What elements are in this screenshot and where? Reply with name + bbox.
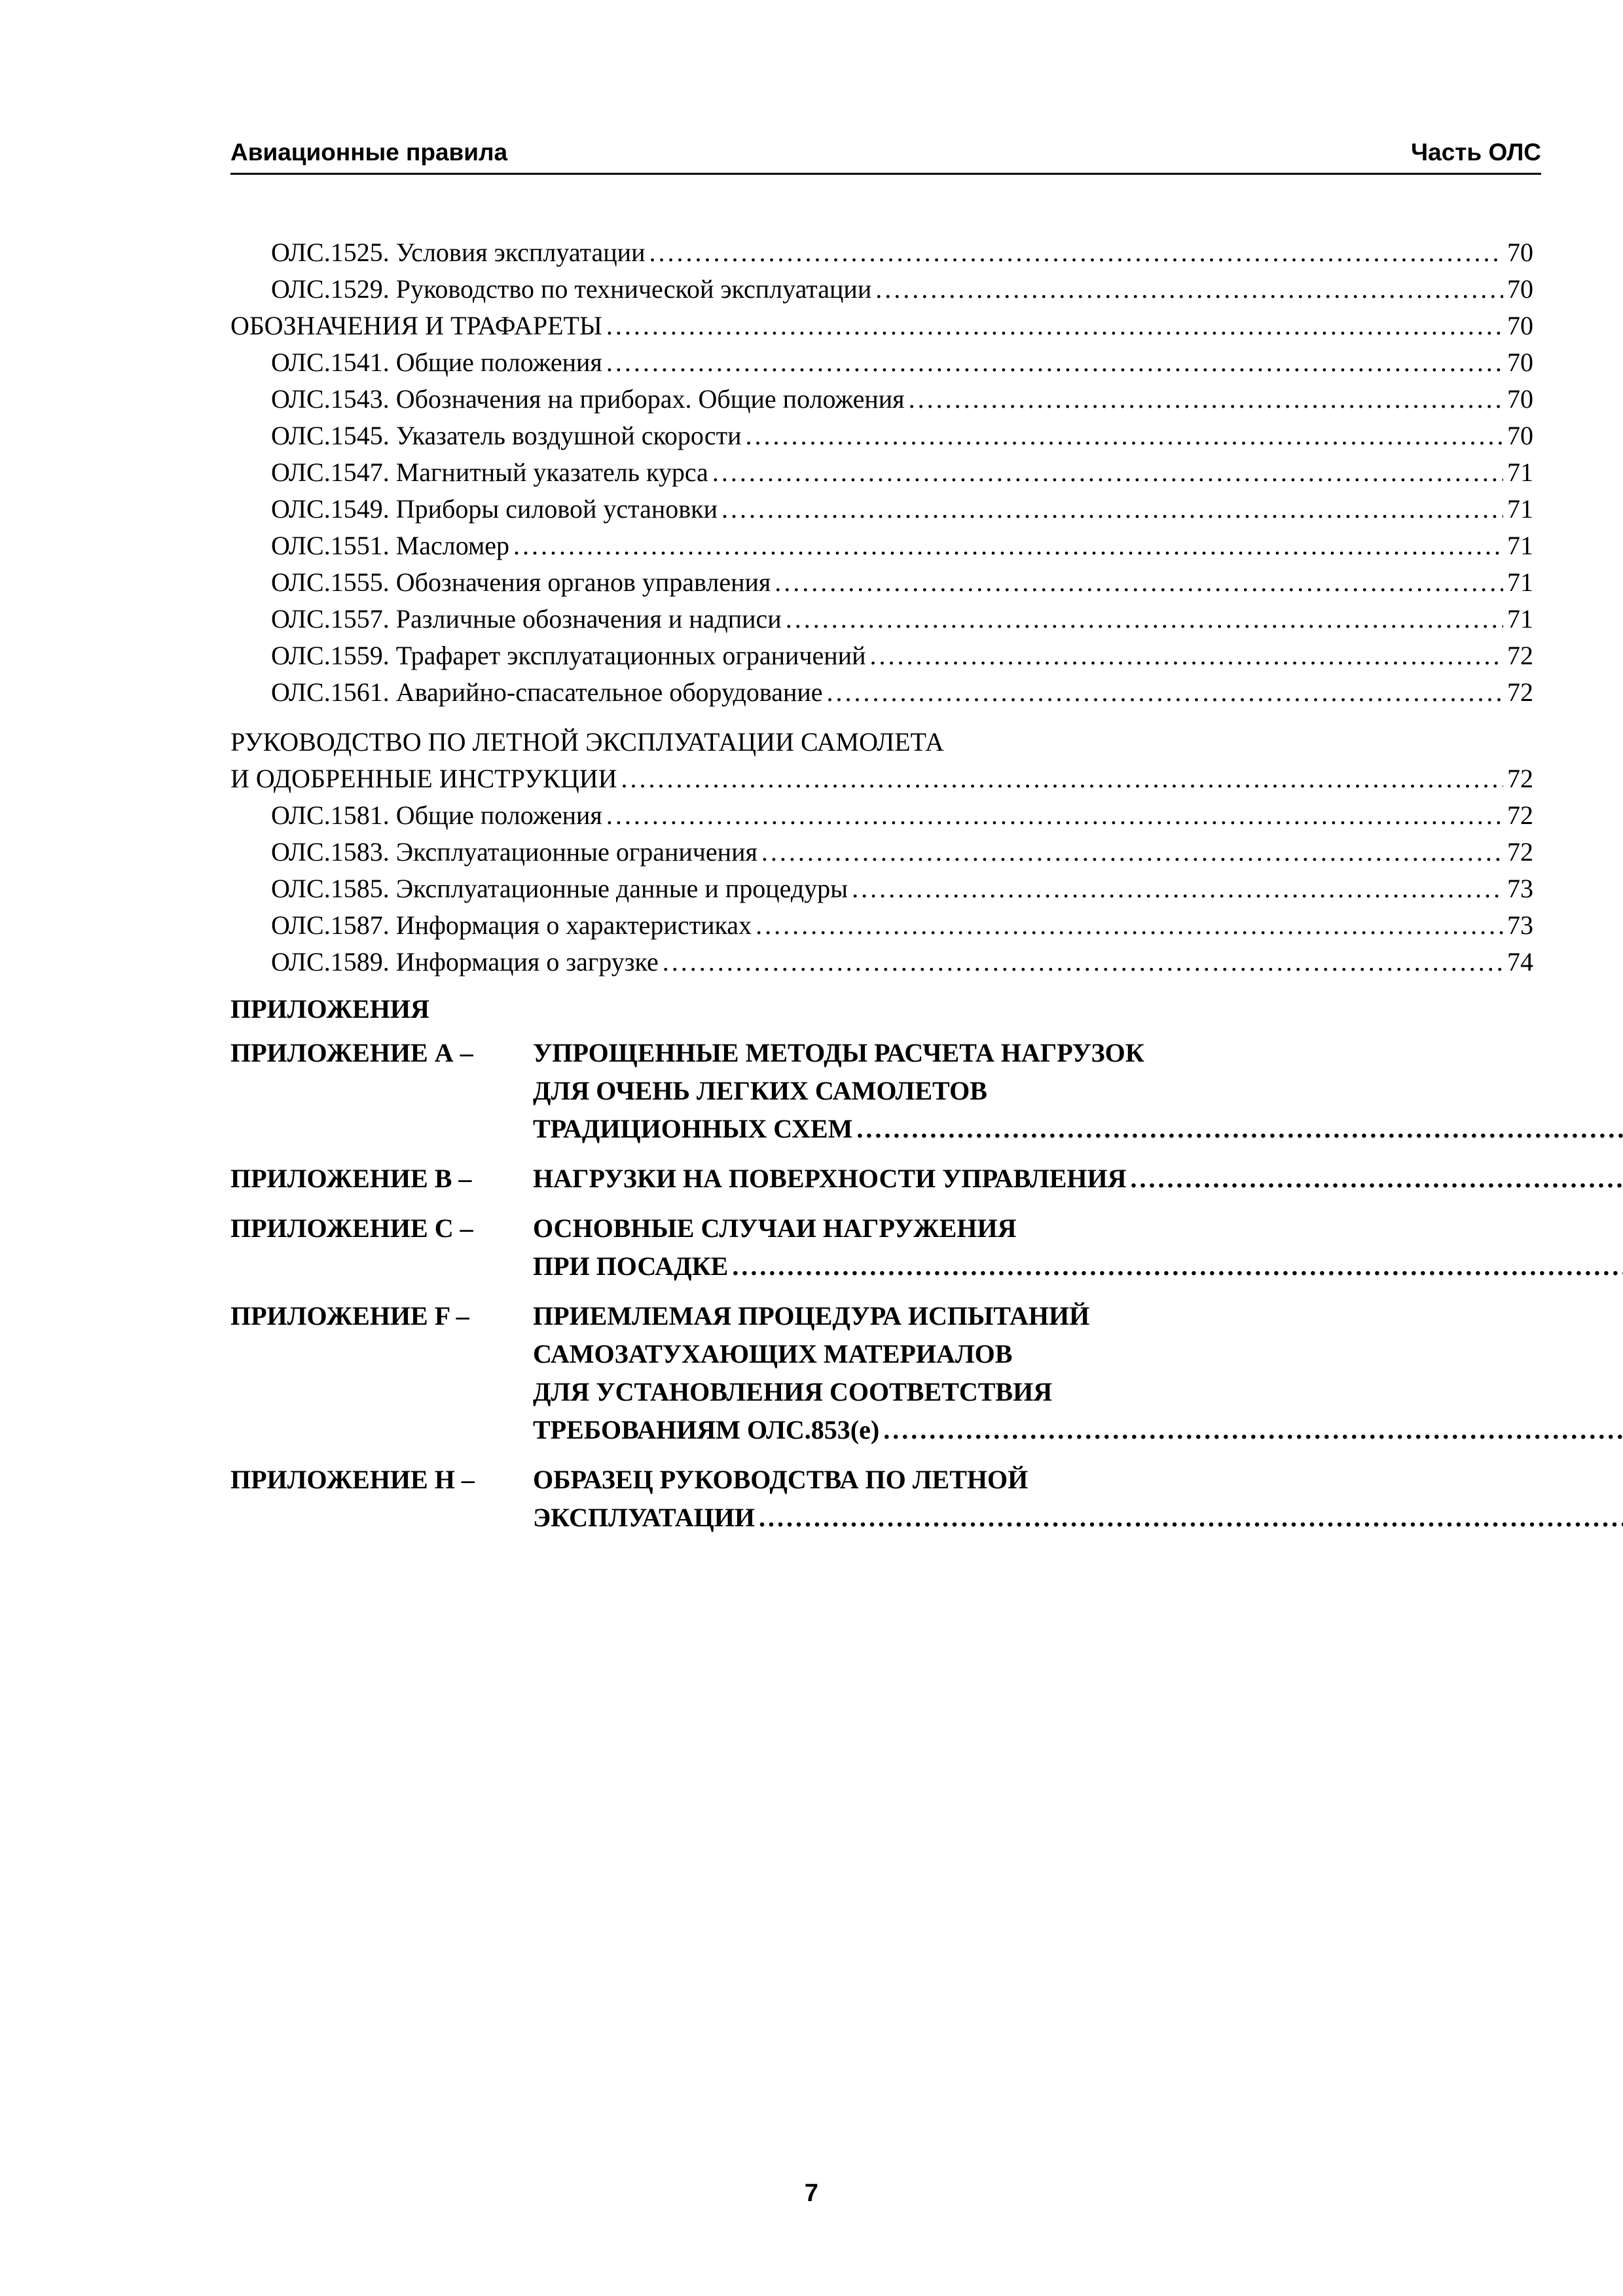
toc-entry-title: ОЛС.1549. Приборы силовой установки — [271, 494, 718, 524]
toc-section-page: 70 — [1507, 311, 1533, 340]
toc-entry-title: ОЛС.1525. Условия эксплуатации — [271, 238, 646, 267]
leader-dots — [775, 564, 1503, 601]
toc-entry-page: 71 — [1507, 494, 1533, 524]
toc-entry[interactable] — [230, 528, 1533, 564]
leader-dots — [621, 761, 1504, 797]
leader-dots — [761, 834, 1503, 870]
toc-entry-page: 70 — [1507, 384, 1533, 414]
toc-entry[interactable] — [230, 601, 1533, 637]
toc-section-page: 72 — [1507, 764, 1533, 793]
toc-entry-title: ОЛС.1557. Различные обозначения и надписи — [271, 604, 782, 634]
leader-dots — [649, 234, 1503, 271]
appendix-c[interactable] — [230, 1210, 1533, 1285]
appendix-title-line: НАГРУЗКИ НА ПОВЕРХНОСТИ УПРАВЛЕНИЯ — [533, 1164, 1127, 1193]
appendix-f[interactable] — [230, 1297, 1533, 1449]
page-header — [230, 139, 1541, 175]
appendix-title-last-line — [533, 1411, 1623, 1449]
appendix-title-line: ДЛЯ УСТАНОВЛЕНИЯ СООТВЕТСТВИЯ — [533, 1377, 1053, 1407]
toc-entry-title: ОЛС.1589. Информация о загрузке — [271, 947, 659, 977]
appendix-h[interactable] — [230, 1461, 1533, 1537]
appendix-title — [533, 1461, 1623, 1537]
leader-dots — [721, 491, 1503, 528]
appendix-title-last-line — [533, 1247, 1623, 1285]
appendix-label: ПРИЛОЖЕНИЕ А – — [230, 1038, 473, 1067]
toc-entry[interactable] — [230, 834, 1533, 870]
toc-entry[interactable] — [230, 418, 1533, 454]
spacer — [230, 711, 1533, 724]
toc-entry-page: 71 — [1507, 531, 1533, 560]
appendix-title-line: ПРИЕМЛЕМАЯ ПРОЦЕДУРА ИСПЫТАНИЙ — [533, 1301, 1090, 1331]
leader-dots — [712, 454, 1503, 491]
toc-section[interactable] — [230, 308, 1533, 344]
appendix-label: ПРИЛОЖЕНИЕ В – — [230, 1164, 472, 1193]
toc-entry[interactable] — [230, 870, 1533, 907]
header-part-label: Часть ОЛС — [1411, 139, 1541, 166]
toc-section-title: ОБОЗНАЧЕНИЯ И ТРАФАРЕТЫ — [230, 311, 602, 340]
toc-entry-title: ОЛС.1555. Обозначения органов управления — [271, 567, 771, 597]
toc-entry[interactable] — [230, 797, 1533, 834]
toc-entry[interactable] — [230, 344, 1533, 381]
toc-entry-title: ОЛС.1581. Общие положения — [271, 800, 602, 830]
toc-entry-title: ОЛС.1545. Указатель воздушной скорости — [271, 421, 742, 450]
appendices-heading: ПРИЛОЖЕНИЯ — [230, 994, 429, 1024]
leader-dots — [606, 308, 1503, 344]
toc-entry-page: 73 — [1507, 910, 1533, 940]
appendix-title-last-line — [533, 1160, 1623, 1198]
toc-entry-title: ОЛС.1543. Обозначения на приборах. Общие положения — [271, 384, 905, 414]
leader-dots — [856, 1110, 1623, 1148]
appendix-title — [533, 1034, 1623, 1148]
leader-dots — [909, 381, 1503, 418]
toc-entry-page: 70 — [1507, 238, 1533, 267]
appendix-title-line: ПРИ ПОСАДКЕ — [533, 1251, 729, 1281]
leader-dots — [606, 797, 1503, 834]
appendix-title-line: ЭКСПЛУАТАЦИИ — [533, 1503, 755, 1532]
appendix-title-line: ТРАДИЦИОННЫХ СХЕМ — [533, 1114, 853, 1143]
leader-dots — [786, 601, 1503, 637]
toc-entry-page: 72 — [1507, 837, 1533, 867]
appendix-label: ПРИЛОЖЕНИЕ С – — [230, 1213, 473, 1243]
toc-entry[interactable] — [230, 491, 1533, 528]
appendix-label: ПРИЛОЖЕНИЕ F – — [230, 1301, 469, 1331]
toc-entry-page: 72 — [1507, 641, 1533, 670]
appendix-title — [533, 1210, 1623, 1285]
toc-entry-page: 71 — [1507, 457, 1533, 487]
toc-entry[interactable] — [230, 674, 1533, 711]
toc-entry-title: ОЛС.1547. Магнитный указатель курса — [271, 457, 708, 487]
leader-dots — [746, 418, 1504, 454]
toc-entry-title: ОЛС.1585. Эксплуатационные данные и процедуры — [271, 874, 848, 903]
toc-entry-page: 70 — [1507, 348, 1533, 377]
appendix-title — [533, 1160, 1623, 1198]
page-number: 7 — [804, 2179, 819, 2207]
toc-entry[interactable] — [230, 454, 1533, 491]
toc-entry-page: 72 — [1507, 677, 1533, 707]
toc-entry[interactable] — [230, 907, 1533, 944]
leader-dots — [875, 271, 1503, 308]
leader-dots — [663, 944, 1503, 980]
leader-dots — [732, 1247, 1623, 1285]
toc-section-title-line1: РУКОВОДСТВО ПО ЛЕТНОЙ ЭКСПЛУАТАЦИИ САМОЛЕТА — [230, 727, 944, 757]
toc-entry[interactable] — [230, 944, 1533, 980]
leader-dots — [827, 674, 1503, 711]
appendix-title-line: ТРЕБОВАНИЯМ ОЛС.853(е) — [533, 1415, 880, 1444]
toc-section-title-line2: И ОДОБРЕННЫЕ ИНСТРУКЦИИ — [230, 764, 617, 793]
toc-entry-page: 71 — [1507, 604, 1533, 634]
toc-entry-title: ОЛС.1541. Общие положения — [271, 348, 602, 377]
appendix-title-line: САМОЗАТУХАЮЩИХ МАТЕРИАЛОВ — [533, 1339, 1013, 1369]
appendix-b[interactable] — [230, 1160, 1533, 1198]
toc-entry[interactable] — [230, 637, 1533, 674]
toc-entry-title: ОЛС.1583. Эксплуатационные ограничения — [271, 837, 757, 867]
toc-entry-title: ОЛС.1561. Аварийно-спасательное оборудование — [271, 677, 823, 707]
appendix-title-line: ДЛЯ ОЧЕНЬ ЛЕГКИХ САМОЛЕТОВ — [533, 1076, 987, 1105]
leader-dots — [883, 1411, 1623, 1449]
toc-entry[interactable] — [230, 234, 1533, 271]
toc-entry[interactable] — [230, 381, 1533, 418]
appendix-label: ПРИЛОЖЕНИЕ Н – — [230, 1465, 475, 1494]
leader-dots — [759, 1499, 1623, 1537]
toc-entry-title: ОЛС.1529. Руководство по технической эксплуатации — [271, 274, 872, 304]
toc-entry-title: ОЛС.1551. Масломер — [271, 531, 510, 560]
toc-entry-title: ОЛС.1587. Информация о характеристиках — [271, 910, 752, 940]
toc-entry-page: 73 — [1507, 874, 1533, 903]
toc-entry-title: ОЛС.1559. Трафарет эксплуатационных ограничений — [271, 641, 866, 670]
header-document-title: Авиационные правила — [230, 139, 508, 166]
appendix-title-last-line — [533, 1110, 1623, 1148]
appendix-title-line: ОСНОВНЫЕ СЛУЧАИ НАГРУЖЕНИЯ — [533, 1213, 1017, 1243]
appendix-title-line: УПРОЩЕННЫЕ МЕТОДЫ РАСЧЕТА НАГРУЗОК — [533, 1038, 1144, 1067]
toc-entry-page: 71 — [1507, 567, 1533, 597]
leader-dots — [513, 528, 1503, 564]
toc-entry[interactable] — [230, 271, 1533, 308]
appendix-a[interactable] — [230, 1034, 1533, 1148]
leader-dots — [852, 870, 1503, 907]
toc-section[interactable] — [230, 761, 1533, 797]
leader-dots — [606, 344, 1503, 381]
appendix-title-last-line — [533, 1499, 1623, 1537]
appendix-title — [533, 1297, 1623, 1449]
appendix-title-line: ОБРАЗЕЦ РУКОВОДСТВА ПО ЛЕТНОЙ — [533, 1465, 1029, 1494]
toc-entry-page: 74 — [1507, 947, 1533, 977]
table-of-contents — [230, 234, 1533, 1549]
toc-entry-page: 72 — [1507, 800, 1533, 830]
leader-dots — [869, 637, 1503, 674]
leader-dots — [756, 907, 1503, 944]
leader-dots — [1131, 1160, 1623, 1198]
toc-entry-page: 70 — [1507, 421, 1533, 450]
toc-entry-page: 70 — [1507, 274, 1533, 304]
toc-entry[interactable] — [230, 564, 1533, 601]
